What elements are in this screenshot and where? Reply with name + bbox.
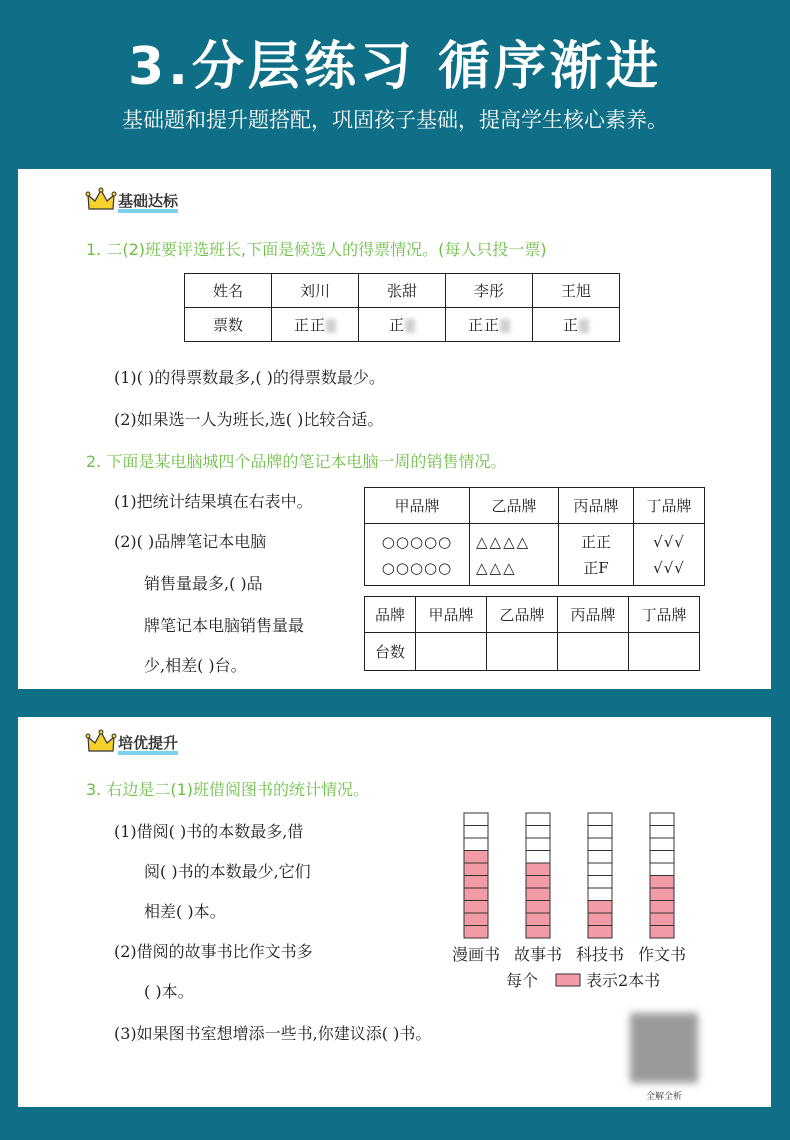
- bar-cell-empty: [464, 838, 488, 851]
- sales-count-table: [364, 596, 700, 671]
- question-1: 1. 二(2)班要评选班长,下面是候选人的得票情况。(每人只投一票): [86, 240, 547, 259]
- bar-cell-filled: [464, 876, 488, 889]
- bar-cell-empty: [588, 813, 612, 826]
- bar-cell-filled: [464, 926, 488, 939]
- bar-cell-empty: [526, 826, 550, 839]
- sales-raw-header: 甲品牌: [365, 488, 470, 524]
- page-title: 3.分层练习 循序渐进: [127, 37, 663, 97]
- bar-cell-filled: [588, 901, 612, 914]
- category-label: 漫画书: [451, 945, 501, 964]
- sales-raw-header: 丁品牌: [634, 488, 705, 524]
- sales-count-header: 乙品牌: [487, 597, 558, 633]
- bar-cell-empty: [588, 863, 612, 876]
- vote-tally: 正正: [446, 308, 533, 342]
- sales-count-blank[interactable]: [629, 633, 700, 671]
- question-1-part-2: (2)如果选一人为班长,选( )比较合适。: [114, 410, 384, 429]
- bar-cell-filled: [464, 851, 488, 864]
- question-2-part-2-line: 销售量最多,( )品: [144, 574, 263, 593]
- bar-cell-empty: [650, 813, 674, 826]
- vote-header: 姓名: [185, 274, 272, 308]
- bar-cell-filled: [526, 876, 550, 889]
- bar-cell-empty: [588, 851, 612, 864]
- question-2-part-2-line: (2)( )品牌笔记本电脑: [114, 532, 267, 551]
- sales-count-row-label: 台数: [365, 633, 416, 671]
- bar-cell-filled: [464, 888, 488, 901]
- page-subtitle: 基础题和提升题搭配，巩固孩子基础，提高学生核心素养。: [122, 108, 668, 132]
- bar-cell-empty: [650, 826, 674, 839]
- advanced-badge-label: 培优提升: [118, 735, 178, 755]
- bar-cell-filled: [650, 901, 674, 914]
- crown-icon: [86, 187, 116, 213]
- vote-header: 李彤: [446, 274, 533, 308]
- sales-raw-header: 乙品牌: [470, 488, 559, 524]
- bar-cell-empty: [588, 888, 612, 901]
- sales-raw-cell: △△△△ △△△: [470, 524, 559, 586]
- vote-header: 张甜: [359, 274, 446, 308]
- sales-raw-cell: √√√ √√√: [634, 524, 705, 586]
- question-3-part-2-line: (2)借阅的故事书比作文书多: [114, 942, 313, 961]
- category-label: 故事书: [513, 945, 563, 964]
- bar-cell-empty: [464, 826, 488, 839]
- bar-cell-filled: [650, 876, 674, 889]
- sales-raw-cell: ○○○○○ ○○○○○: [365, 524, 470, 586]
- sales-raw-header: 丙品牌: [559, 488, 634, 524]
- bar-cell-empty: [588, 838, 612, 851]
- sales-count-header: 品牌: [365, 597, 416, 633]
- question-3-part-3: (3)如果图书室想增添一些书,你建议添( )书。: [114, 1024, 432, 1043]
- bar-cell-filled: [526, 888, 550, 901]
- basic-badge-label: 基础达标: [118, 193, 178, 213]
- vote-tally: 正: [359, 308, 446, 342]
- legend-text: 每个: [506, 971, 539, 990]
- question-3-part-1-line: 阅( )书的本数最少,它们: [144, 862, 311, 881]
- question-3-part-1-line: (1)借阅( )书的本数最多,借: [114, 822, 304, 841]
- bar-cell-empty: [588, 876, 612, 889]
- vote-table: [184, 273, 620, 342]
- bar-cell-empty: [650, 851, 674, 864]
- bar-cell-filled: [526, 926, 550, 939]
- bar-cell-filled: [650, 913, 674, 926]
- bar-cell-filled: [526, 901, 550, 914]
- legend-text: 表示2本书: [586, 971, 661, 990]
- question-3-part-2-line: ( )本。: [144, 982, 194, 1001]
- bar-cell-filled: [464, 913, 488, 926]
- qr-caption: 全解全析: [645, 1092, 682, 1102]
- sales-count-blank[interactable]: [558, 633, 629, 671]
- bar-cell-empty: [526, 851, 550, 864]
- bar-cell-filled: [650, 888, 674, 901]
- basic-section: [18, 169, 771, 689]
- bar-cell-filled: [588, 913, 612, 926]
- bar-cell-filled: [588, 926, 612, 939]
- bar-cell-empty: [650, 838, 674, 851]
- bar-cell-empty: [464, 813, 488, 826]
- bar-cell-filled: [526, 863, 550, 876]
- question-3: 3. 右边是二(1)班借阅图书的统计情况。: [86, 780, 370, 799]
- sales-count-blank[interactable]: [416, 633, 487, 671]
- bar-cell-filled: [526, 913, 550, 926]
- vote-row-label: 票数: [185, 308, 272, 342]
- question-2-part-2-line: 少,相差( )台。: [144, 656, 247, 675]
- bar-cell-empty: [650, 863, 674, 876]
- sales-raw-table: [364, 487, 705, 586]
- bar-cell-filled: [464, 901, 488, 914]
- question-2-part-1: (1)把统计结果填在右表中。: [114, 492, 313, 511]
- category-label: 作文书: [637, 945, 687, 964]
- bar-cell-empty: [588, 826, 612, 839]
- book-chart: [440, 809, 710, 990]
- category-label: 科技书: [575, 945, 625, 964]
- sales-count-header: 丁品牌: [629, 597, 700, 633]
- vote-header: 王旭: [533, 274, 620, 308]
- question-2: 2. 下面是某电脑城四个品牌的笔记本电脑一周的销售情况。: [86, 452, 507, 471]
- advanced-badge: [86, 729, 178, 755]
- question-1-part-1: (1)( )的得票数最多,( )的得票数最少。: [114, 368, 385, 387]
- bar-cell-empty: [526, 838, 550, 851]
- legend-swatch: [556, 974, 580, 986]
- question-3-part-1-line: 相差( )本。: [144, 902, 226, 921]
- crown-icon: [86, 729, 116, 755]
- basic-badge: [86, 187, 178, 213]
- bar-cell-empty: [526, 813, 550, 826]
- bar-cell-filled: [464, 863, 488, 876]
- vote-tally: 正正: [272, 308, 359, 342]
- vote-tally: 正: [533, 308, 620, 342]
- sales-count-header: 甲品牌: [416, 597, 487, 633]
- vote-header: 刘川: [272, 274, 359, 308]
- question-2-part-2-line: 牌笔记本电脑销售量最: [144, 616, 305, 635]
- sales-count-blank[interactable]: [487, 633, 558, 671]
- bar-cell-filled: [650, 926, 674, 939]
- sales-count-header: 丙品牌: [558, 597, 629, 633]
- sales-raw-cell: 正正 正F: [559, 524, 634, 586]
- qr-code: [630, 1013, 698, 1083]
- advanced-section: [18, 717, 771, 1107]
